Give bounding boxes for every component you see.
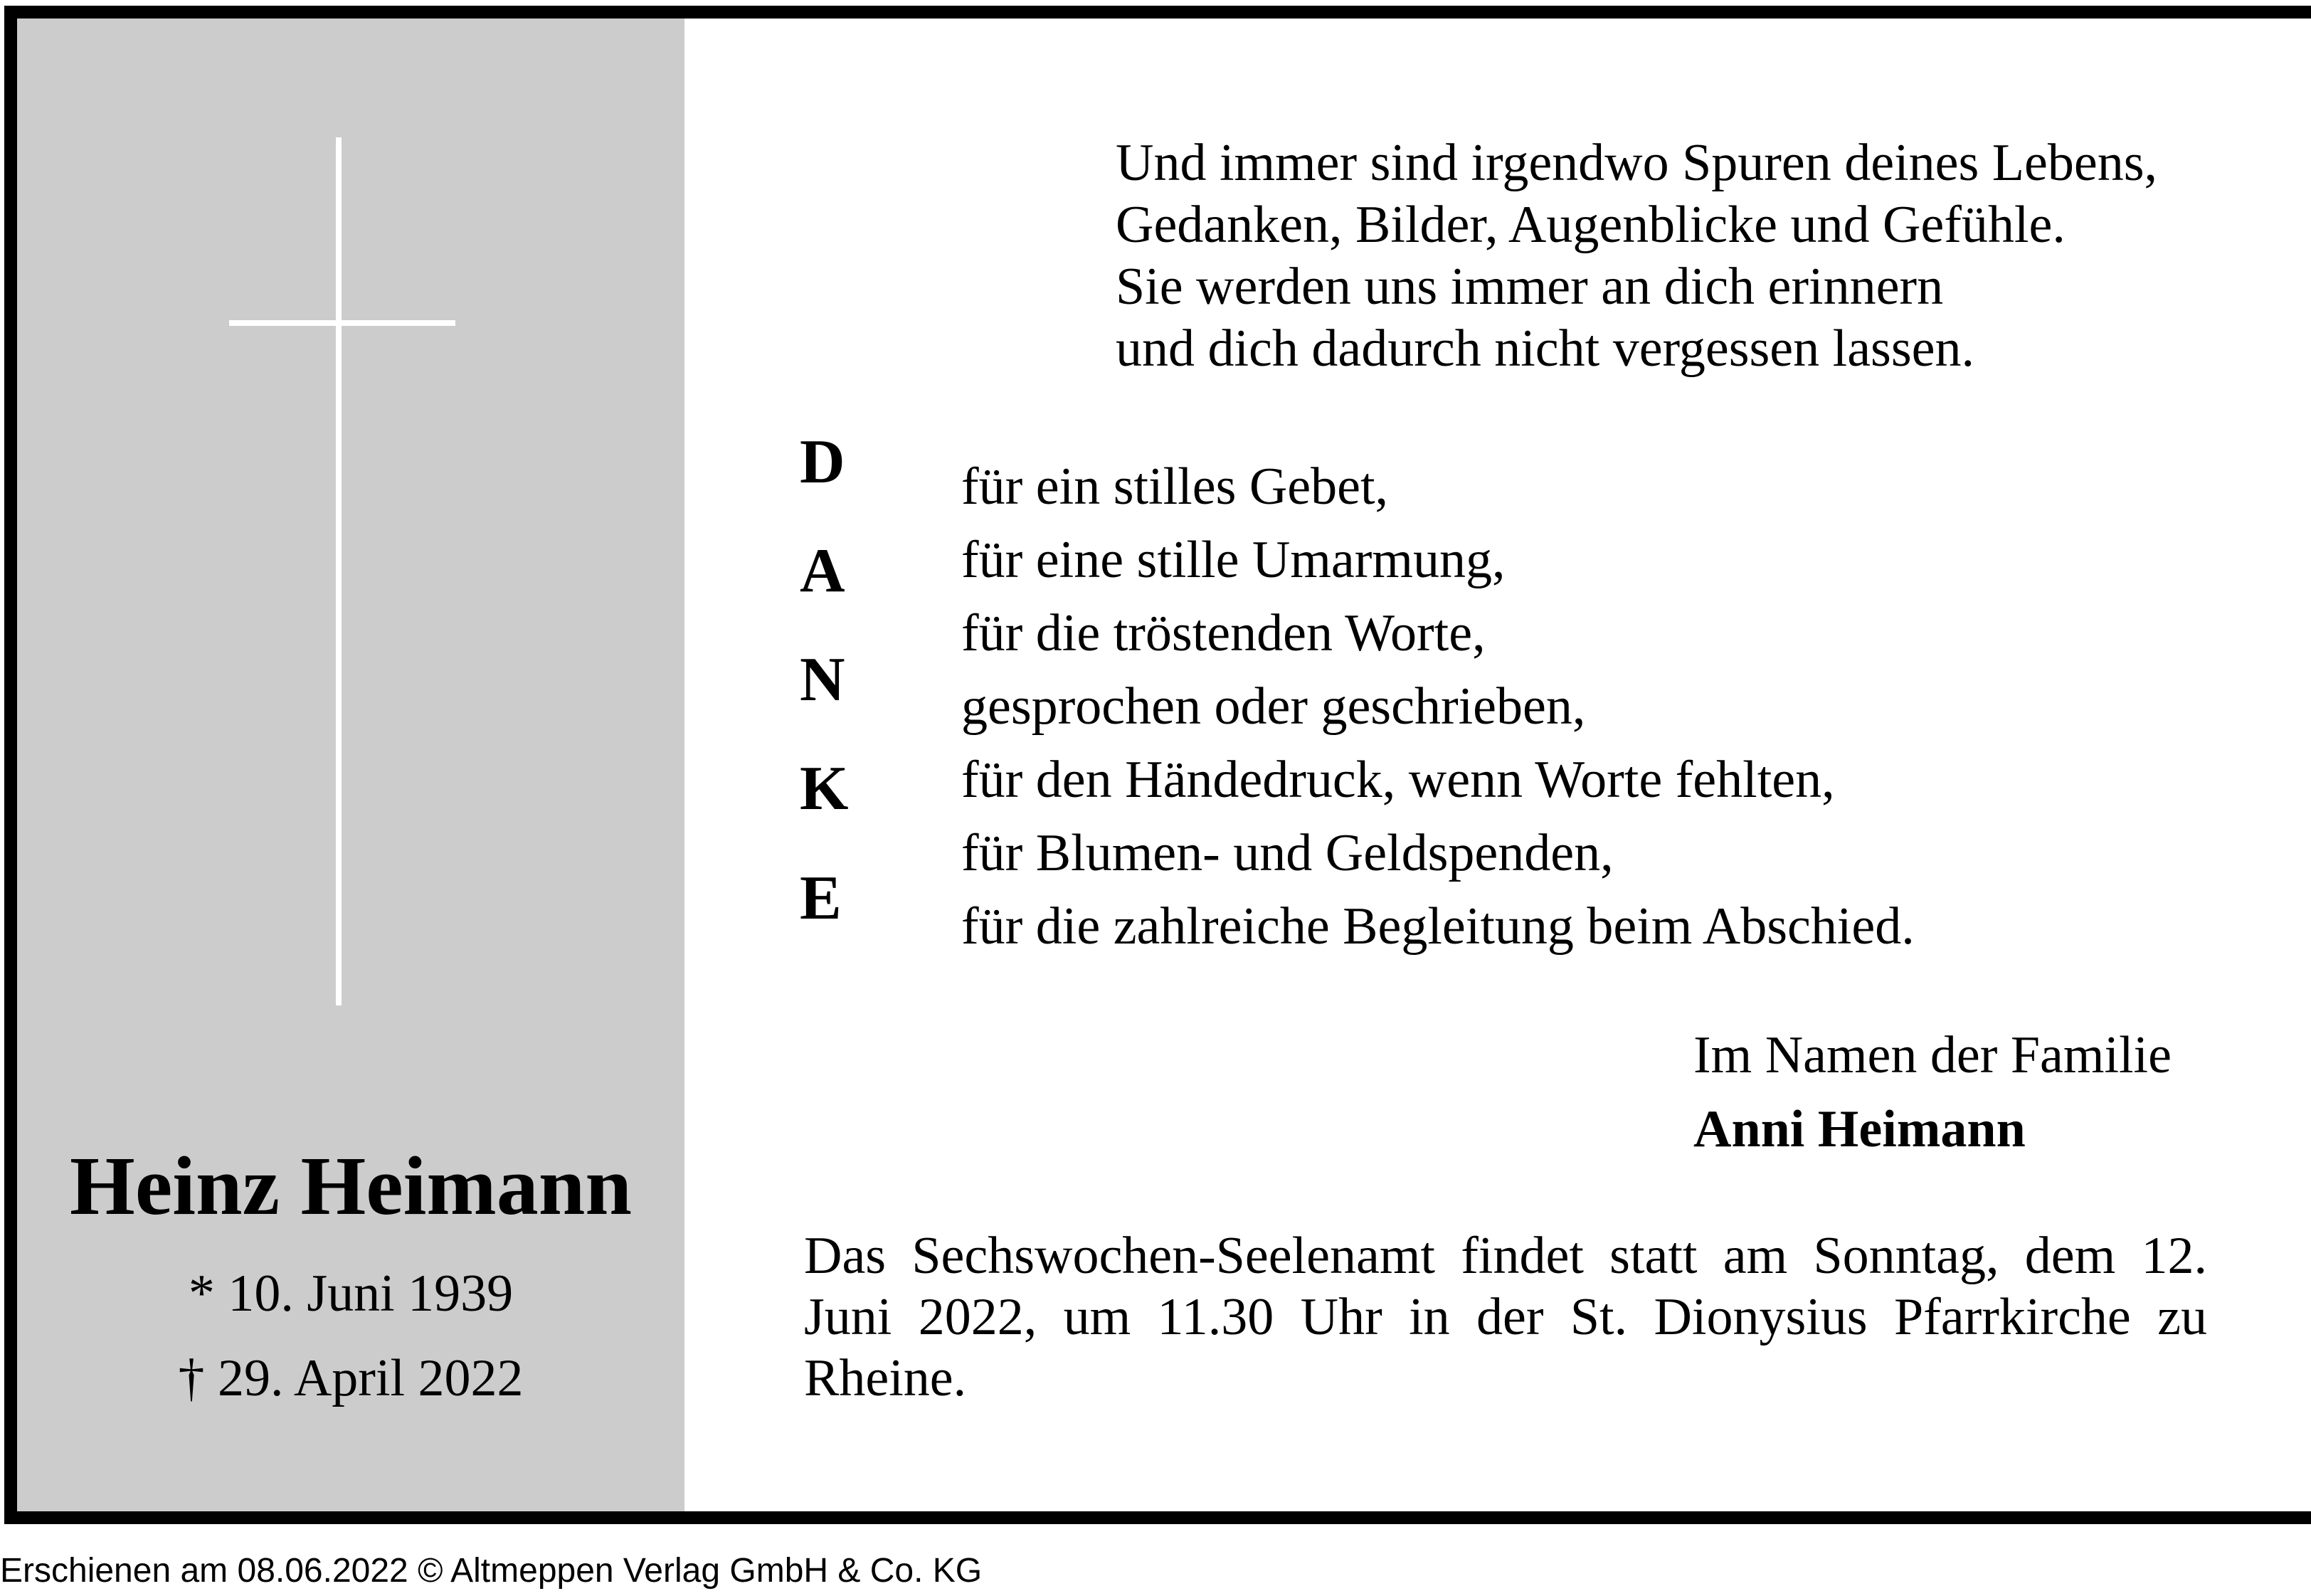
memorial-panel <box>17 19 684 1511</box>
danke-line: gesprochen oder geschrieben, <box>961 677 1586 736</box>
signature-name: Anni Heimann <box>1693 1100 2026 1158</box>
danke-line: für Blumen- und Geldspenden, <box>961 824 1614 882</box>
cross-vertical-bar <box>336 137 342 1005</box>
danke-line: für die zahlreiche Begleitung beim Abschied. <box>961 897 1915 956</box>
birth-date: * 10. Juni 1939 <box>188 1264 514 1323</box>
danke-letter: A <box>800 537 845 606</box>
danke-letter: N <box>800 645 845 714</box>
danke-line: für die tröstenden Worte, <box>961 604 1486 662</box>
poem-line: Sie werden uns immer an dich erinnern <box>1116 258 1944 316</box>
signature <box>1693 1018 2172 1166</box>
mass-notice: Das Sechswochen-Seelenamt findet statt am Sonntag, dem 12. Juni 2022, um 11.30 Uhr in der St. Dionysius Pfarrkirche zu Rheine. <box>804 1227 2207 1407</box>
danke-line: für ein stilles Gebet, <box>961 458 1389 516</box>
publication-footer: Erschienen am 08.06.2022 © Altmeppen Verlag GmbH & Co. KG <box>0 1552 983 1590</box>
danke-letter: D <box>800 428 845 497</box>
cross-horizontal-bar <box>229 320 455 326</box>
poem <box>1116 132 2157 380</box>
deceased-name: Heinz Heimann <box>70 1139 632 1232</box>
poem-line: und dich dadurch nicht vergessen lassen. <box>1116 319 1974 378</box>
danke-line: für eine stille Umarmung, <box>961 531 1506 589</box>
death-date: † 29. April 2022 <box>178 1349 524 1407</box>
danke-letter: K <box>800 754 849 823</box>
danke-line: für den Händedruck, wenn Worte fehlten, <box>961 751 1835 809</box>
obituary-notice <box>4 6 2311 1524</box>
cross-icon <box>17 19 684 1015</box>
danke-letter: E <box>800 864 842 933</box>
poem-line: Und immer sind irgendwo Spuren deines Lebens, <box>1116 134 2157 192</box>
poem-line: Gedanken, Bilder, Augenblicke und Gefühle. <box>1116 196 2066 254</box>
signature-intro: Im Namen der Familie <box>1693 1026 2172 1084</box>
danke-lines <box>961 450 1915 963</box>
